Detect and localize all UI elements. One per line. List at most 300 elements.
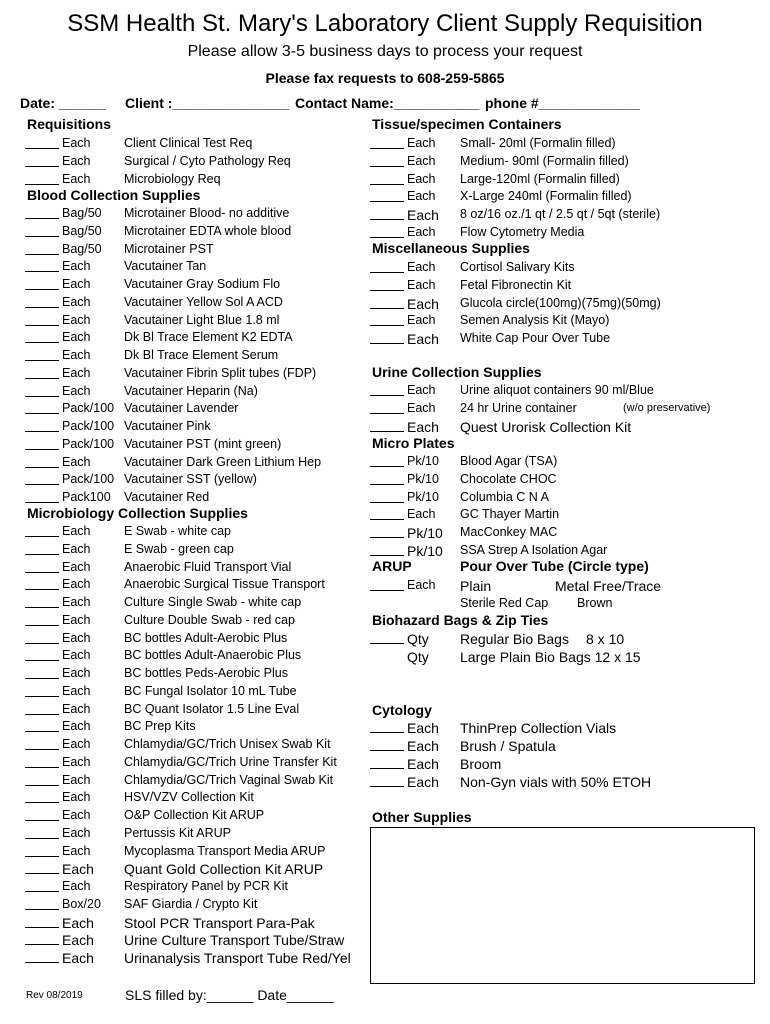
item-row-24-hr-urine-container[interactable] <box>370 401 715 418</box>
item-description: Stool PCR Transport Para-Pak <box>124 914 315 931</box>
item-description: Microbiology Req <box>124 171 221 186</box>
item-description: Large Plain Bio Bags 12 x 15 <box>460 649 641 665</box>
unit-label: Each <box>62 737 91 751</box>
qty-blank[interactable] <box>25 271 59 272</box>
item-description: Dk Bl Trace Element Serum <box>124 348 279 362</box>
item-row-bc-fungal-isolator-10-ml-tube[interactable] <box>25 684 370 701</box>
item-note: (w/o preservative) <box>623 401 711 414</box>
qty-blank[interactable] <box>25 342 59 343</box>
item-description: Small- 20ml (Formalin filled) <box>460 136 616 150</box>
item-description: BC Prep Kits <box>124 719 196 734</box>
unit-label: Each <box>62 879 91 893</box>
qty-blank[interactable] <box>25 891 59 892</box>
qty-blank[interactable] <box>25 802 59 803</box>
section-heading-miscellaneous-supplies: Miscellaneous Supplies <box>372 240 530 256</box>
unit-label: Each <box>62 454 91 469</box>
item-description: Chlamydia/GC/Trich Urine Transfer Kit <box>124 754 337 769</box>
item-description: Vacutainer Dark Green Lithium Hep <box>124 454 322 469</box>
item-row-thinprep-collection-vials[interactable] <box>370 720 715 737</box>
unit-label: Each <box>407 756 439 772</box>
qty-blank[interactable] <box>370 590 404 591</box>
qty-blank[interactable] <box>25 502 59 503</box>
unit-label: Each <box>62 719 91 734</box>
qty-blank[interactable] <box>25 838 59 839</box>
unit-label: Each <box>62 136 91 150</box>
item-description: 24 hr Urine container <box>460 400 577 415</box>
item-description: Regular Bio Bags <box>460 631 569 647</box>
item-row-bc-quant-isolator-1-5-line-eval[interactable] <box>25 702 370 719</box>
item-row-vacutainer-pst-mint-green[interactable] <box>25 437 370 454</box>
item-row-vacutainer-light-blue-1-8-ml[interactable] <box>25 313 370 330</box>
section-heading-micro-plates: Micro Plates <box>372 435 455 451</box>
pour-over-tube-heading: Pour Over Tube (Circle type) <box>460 558 649 574</box>
item-row-culture-double-swab-red-cap[interactable] <box>25 613 370 630</box>
unit-label: Pk/10 <box>407 525 443 541</box>
item-description: SAF Giardia / Crypto Kit <box>124 896 258 911</box>
qty-blank[interactable] <box>370 519 404 520</box>
item-row-vacutainer-lavender[interactable] <box>25 401 370 418</box>
qty-blank[interactable] <box>25 307 59 308</box>
item-description: Broom <box>460 756 502 772</box>
qty-blank[interactable] <box>25 184 59 185</box>
unit-label: Pack/100 <box>62 472 115 487</box>
item-row-vacutainer-heparin-na[interactable] <box>25 384 370 401</box>
qty-blank[interactable] <box>25 696 59 697</box>
qty-blank[interactable] <box>25 909 59 910</box>
item-row-vacutainer-yellow-sol-a-acd[interactable] <box>25 295 370 312</box>
qty-blank[interactable] <box>370 431 404 432</box>
unit-label: Pk/10 <box>407 471 439 486</box>
section-heading-urine-collection-supplies: Urine Collection Supplies <box>372 364 542 380</box>
qty-blank[interactable] <box>25 148 59 149</box>
qty-blank[interactable] <box>25 360 59 361</box>
qty-blank[interactable] <box>25 449 59 450</box>
unit-label: Each <box>62 365 91 380</box>
unit-label: Each <box>62 772 91 787</box>
item-row-glucola-circle-100mg-75mg-50mg[interactable] <box>370 296 715 313</box>
unit-label: Each <box>407 171 436 186</box>
section-heading-requisitions: Requisitions <box>27 116 112 132</box>
qty-blank[interactable] <box>25 944 59 945</box>
item-description: Semen Analysis Kit (Mayo) <box>460 313 610 328</box>
unit-label: Each <box>62 790 91 805</box>
unit-label: Each <box>407 578 436 592</box>
unit-label: Each <box>62 825 91 840</box>
item-row-pertussis-kit-arup[interactable] <box>25 826 370 843</box>
unit-label: Pack100 <box>62 490 111 504</box>
item-description: X-Large 240ml (Formalin filled) <box>460 189 632 204</box>
qty-blank[interactable] <box>25 962 59 963</box>
item-description: Non-Gyn vials with 50% ETOH <box>460 774 652 790</box>
item-description: Urine aliquot containers 90 ml/Blue <box>460 383 654 397</box>
qty-blank[interactable] <box>370 148 404 149</box>
item-description: Microtainer EDTA whole blood <box>124 223 292 238</box>
unit-label: Qty <box>407 649 429 665</box>
qty-blank[interactable] <box>25 589 59 590</box>
item-row-vacutainer-gray-sodium-flo[interactable] <box>25 277 370 294</box>
item-row-dk-bl-trace-element-serum[interactable] <box>25 348 370 365</box>
unit-label: Each <box>62 843 91 858</box>
unit-label: Bag/50 <box>62 223 102 238</box>
item-description: E Swab - white cap <box>124 524 231 538</box>
item-row-small-20ml-formalin-filled[interactable] <box>370 136 715 153</box>
item-row-bc-bottles-adult-aerobic-plus[interactable] <box>25 631 370 648</box>
unit-label: Each <box>62 277 91 291</box>
qty-blank[interactable] <box>370 484 404 485</box>
unit-label: Each <box>62 294 91 309</box>
item-description: 8 oz/16 oz./1 qt / 2.5 qt / 5qt (sterile) <box>460 207 661 221</box>
item-description: Client Clinical Test Req <box>124 136 253 150</box>
sterile-red-cap-option[interactable]: Sterile Red Cap <box>460 596 549 610</box>
item-row-o-p-collection-kit-arup[interactable] <box>25 808 370 825</box>
item-description: Large-120ml (Formalin filled) <box>460 171 620 186</box>
item-description: Surgical / Cyto Pathology Req <box>124 153 291 168</box>
qty-blank[interactable] <box>370 237 404 238</box>
qty-blank[interactable] <box>25 767 59 768</box>
qty-blank[interactable] <box>25 289 59 290</box>
phone-field[interactable]: phone #_____________ <box>485 95 640 111</box>
unit-label: Each <box>62 259 91 274</box>
unit-label: Pack/100 <box>62 436 115 451</box>
item-description: O&P Collection Kit ARUP <box>124 808 265 822</box>
qty-blank[interactable] <box>25 484 59 485</box>
qty-blank[interactable] <box>25 554 59 555</box>
item-description: White Cap Pour Over Tube <box>460 331 611 345</box>
unit-label: Each <box>62 383 91 398</box>
qty-blank[interactable] <box>25 607 59 608</box>
item-row-vacutainer-sst-yellow[interactable] <box>25 472 370 489</box>
item-description: BC Fungal Isolator 10 mL Tube <box>124 683 297 698</box>
item-description: Microtainer PST <box>124 241 214 256</box>
section-heading-blood-collection-supplies: Blood Collection Supplies <box>27 187 201 203</box>
qty-blank[interactable] <box>25 927 59 928</box>
unit-label: Each <box>407 738 439 754</box>
unit-label: Each <box>62 312 91 327</box>
unit-label: Each <box>62 559 91 574</box>
item-row-microtainer-blood-no-additive[interactable] <box>25 206 370 223</box>
qty-blank[interactable] <box>25 378 59 379</box>
item-description: ThinPrep Collection Vials <box>460 720 617 736</box>
item-row-saf-giardia-crypto-kit[interactable] <box>25 897 370 914</box>
unit-label: Qty <box>407 631 429 647</box>
item-row-urine-culture-transport-tube-straw[interactable] <box>25 932 370 949</box>
item-row-vacutainer-dark-green-lithium-hep[interactable] <box>25 455 370 472</box>
item-description: Dk Bl Trace Element K2 EDTA <box>124 330 293 345</box>
item-row-blood-agar-tsa[interactable] <box>370 454 715 471</box>
biohazard-heading: Biohazard Bags & Zip Ties <box>372 612 549 628</box>
item-row-anaerobic-fluid-transport-vial[interactable] <box>25 560 370 577</box>
other-supplies-heading: Other Supplies <box>372 809 472 825</box>
unit-label: Each <box>407 224 436 239</box>
unit-label: Each <box>62 153 91 168</box>
item-description: Brush / Spatula <box>460 738 556 754</box>
item-row-cortisol-salivary-kits[interactable] <box>370 260 715 277</box>
unit-label: Each <box>62 524 91 538</box>
unit-label: Each <box>407 400 436 415</box>
qty-blank[interactable] <box>25 218 59 219</box>
item-row-medium-90ml-formalin-filled[interactable] <box>370 154 715 171</box>
revision-label: Rev 08/2019 <box>26 990 83 1001</box>
metal-free-option[interactable]: Metal Free/Trace <box>555 578 662 594</box>
unit-label: Each <box>62 648 91 663</box>
unit-label: Each <box>407 189 436 204</box>
item-row-hsv-vzv-collection-kit[interactable] <box>25 790 370 807</box>
unit-label: Bag/50 <box>62 206 102 220</box>
item-description: Chlamydia/GC/Trich Vaginal Swab Kit <box>124 772 334 787</box>
item-row-bc-bottles-adult-anaerobic-plus[interactable] <box>25 648 370 665</box>
item-description: BC bottles Peds-Aerobic Plus <box>124 666 288 680</box>
item-row-e-swab-white-cap[interactable] <box>25 524 370 541</box>
cytology-heading: Cytology <box>372 702 432 718</box>
qty-blank[interactable] <box>25 660 59 661</box>
item-description: Vacutainer Fibrin Split tubes (FDP) <box>124 365 317 380</box>
item-row-microtainer-pst[interactable] <box>25 242 370 259</box>
item-row-quest-urorisk-collection-kit[interactable] <box>370 419 715 436</box>
item-row-microbiology-req[interactable] <box>25 172 370 189</box>
unit-label: Pk/10 <box>407 542 443 559</box>
item-description: E Swab - green cap <box>124 541 234 556</box>
item-row-columbia-c-n-a[interactable] <box>370 490 715 507</box>
qty-blank[interactable] <box>25 856 59 857</box>
qty-blank[interactable] <box>25 236 59 237</box>
qty-blank[interactable] <box>25 643 59 644</box>
qty-blank[interactable] <box>25 714 59 715</box>
qty-blank[interactable] <box>370 750 404 751</box>
unit-label: Pk/10 <box>407 489 439 504</box>
item-description: Columbia C N A <box>460 489 549 504</box>
item-description: BC Quant Isolator 1.5 Line Eval <box>124 701 300 716</box>
brown-option[interactable]: Brown <box>577 596 613 610</box>
unit-label: Pack/100 <box>62 401 115 416</box>
arup-sterile-row <box>370 596 760 613</box>
sls-filled-by[interactable]: SLS filled by:______ Date______ <box>125 987 334 1003</box>
item-row-x-large-240ml-formalin-filled[interactable] <box>370 189 715 206</box>
item-description: HSV/VZV Collection Kit <box>124 790 254 805</box>
qty-blank[interactable] <box>370 786 404 787</box>
item-description: Vacutainer Tan <box>124 259 207 274</box>
contact-name-field[interactable]: Contact Name:___________ <box>295 95 480 111</box>
item-description: BC bottles Adult-Anaerobic Plus <box>124 648 302 663</box>
qty-blank[interactable] <box>25 536 59 537</box>
item-row-culture-single-swab-white-cap[interactable] <box>25 595 370 612</box>
qty-blank[interactable] <box>370 555 404 556</box>
arup-heading: ARUP <box>372 558 412 574</box>
item-row-vacutainer-fibrin-split-tubes-fdp[interactable] <box>25 366 370 383</box>
unit-label: Each <box>407 260 436 274</box>
item-row-vacutainer-pink[interactable] <box>25 419 370 436</box>
qty-blank[interactable] <box>370 732 404 733</box>
qty-blank[interactable] <box>370 308 404 309</box>
unit-label: Each <box>62 666 91 680</box>
plain-option[interactable]: Plain <box>460 578 492 594</box>
item-row-client-clinical-test-req[interactable] <box>25 136 370 153</box>
unit-label: Each <box>62 630 91 645</box>
item-row-chlamydia-gc-trich-urine-transfer-kit[interactable] <box>25 755 370 772</box>
qty-blank[interactable] <box>370 343 404 344</box>
item-description: Chocolate CHOC <box>460 471 557 486</box>
unit-label: Each <box>407 774 439 790</box>
item-description: Vacutainer Yellow Sol A ACD <box>124 294 283 309</box>
qty-blank[interactable] <box>25 166 59 167</box>
item-description: Quest Urorisk Collection Kit <box>460 418 632 435</box>
item-row-surgical-cyto-pathology-req[interactable] <box>25 154 370 171</box>
unit-label: Each <box>62 541 91 556</box>
unit-label: Each <box>62 701 91 716</box>
item-row-anaerobic-surgical-tissue-transport[interactable] <box>25 577 370 594</box>
unit-label: Each <box>407 720 439 736</box>
unit-label: Each <box>407 207 439 223</box>
qty-blank[interactable] <box>370 502 404 503</box>
item-row-stool-pcr-transport-para-pak[interactable] <box>25 915 370 932</box>
item-row-dk-bl-trace-element-k2-edta[interactable] <box>25 330 370 347</box>
item-row-e-swab-green-cap[interactable] <box>25 542 370 559</box>
item-row-white-cap-pour-over-tube[interactable] <box>370 331 715 348</box>
qty-blank[interactable] <box>370 395 404 396</box>
item-description: Pertussis Kit ARUP <box>124 825 231 840</box>
item-description: Blood Agar (TSA) <box>460 454 558 468</box>
item-description: GC Thayer Martin <box>460 507 560 522</box>
item-row-vacutainer-tan[interactable] <box>25 259 370 276</box>
qty-blank[interactable] <box>370 466 404 467</box>
item-description: Vacutainer SST (yellow) <box>124 472 257 487</box>
item-description: Urinanalysis Transport Tube Red/Yel <box>124 950 351 966</box>
unit-label: Each <box>407 331 439 347</box>
item-description: Urine Culture Transport Tube/Straw <box>124 932 345 949</box>
qty-blank[interactable] <box>25 785 59 786</box>
unit-label: Pack/100 <box>62 419 115 433</box>
item-description: Anaerobic Surgical Tissue Transport <box>124 577 325 592</box>
item-description: Vacutainer Red <box>124 490 210 504</box>
item-description: SSA Strep A Isolation Agar <box>460 542 608 557</box>
item-row-brush-spatula[interactable] <box>370 738 715 755</box>
qty-blank[interactable] <box>25 413 59 414</box>
other-supplies-box[interactable] <box>370 827 755 984</box>
qty-blank[interactable] <box>370 643 404 644</box>
item-row-microtainer-edta-whole-blood[interactable] <box>25 224 370 241</box>
item-description: Mycoplasma Transport Media ARUP <box>124 843 326 858</box>
item-description: Vacutainer Gray Sodium Flo <box>124 277 281 291</box>
unit-label: Each <box>62 330 91 345</box>
unit-label: Each <box>62 683 91 698</box>
qty-blank[interactable] <box>25 325 59 326</box>
qty-blank[interactable] <box>370 272 404 273</box>
unit-label: Each <box>62 171 91 186</box>
item-row-chlamydia-gc-trich-vaginal-swab-kit[interactable] <box>25 773 370 790</box>
unit-label: Each <box>407 313 436 328</box>
item-description: BC bottles Adult-Aerobic Plus <box>124 630 288 645</box>
item-description: Chlamydia/GC/Trich Unisex Swab Kit <box>124 737 331 751</box>
item-description: Vacutainer Lavender <box>124 401 239 416</box>
fax-instruction: Please fax requests to 608-259-5865 <box>265 70 505 86</box>
qty-blank[interactable] <box>25 572 59 573</box>
form-title: SSM Health St. Mary's Laboratory Client Supply Requisition <box>67 10 703 37</box>
item-description: Fetal Fibronectin Kit <box>460 277 572 292</box>
qty-blank[interactable] <box>370 290 404 291</box>
unit-label: Bag/50 <box>62 241 102 256</box>
qty-blank[interactable] <box>25 467 59 468</box>
qty-blank[interactable] <box>370 768 404 769</box>
item-description: Culture Double Swab - red cap <box>124 612 295 627</box>
arup-pour-over-row[interactable] <box>370 578 760 595</box>
qty-blank[interactable] <box>370 201 404 202</box>
item-row-chocolate-choc[interactable] <box>370 472 715 489</box>
item-row-fetal-fibronectin-kit[interactable] <box>370 278 715 295</box>
unit-label: Each <box>407 136 436 150</box>
item-row-respiratory-panel-by-pcr-kit[interactable] <box>25 879 370 896</box>
item-row-urinanalysis-transport-tube-red-yel[interactable] <box>25 950 370 967</box>
item-row-large-120ml-formalin-filled[interactable] <box>370 172 715 189</box>
qty-blank[interactable] <box>370 413 404 414</box>
item-description: Flow Cytometry Media <box>460 224 585 239</box>
item-row-mycoplasma-transport-media-arup[interactable] <box>25 844 370 861</box>
item-row-gc-thayer-martin[interactable] <box>370 507 715 524</box>
item-row-macconkey-mac[interactable] <box>370 525 715 542</box>
large-bio-bags-row[interactable] <box>370 649 760 666</box>
qty-blank[interactable] <box>25 873 59 874</box>
item-description: Vacutainer Light Blue 1.8 ml <box>124 312 280 327</box>
qty-blank[interactable] <box>25 731 59 732</box>
unit-label: Pk/10 <box>407 454 439 468</box>
unit-label: Each <box>62 861 94 878</box>
date-field[interactable]: Date: ______ <box>20 95 106 111</box>
qty-blank[interactable] <box>370 166 404 167</box>
qty-blank[interactable] <box>25 625 59 626</box>
unit-label: Each <box>407 418 439 435</box>
qty-blank[interactable] <box>370 537 404 538</box>
qty-blank[interactable] <box>370 325 404 326</box>
qty-blank[interactable] <box>25 254 59 255</box>
item-description: Respiratory Panel by PCR Kit <box>124 879 288 893</box>
qty-blank[interactable] <box>370 184 404 185</box>
client-field[interactable]: Client :_______________ <box>125 95 290 111</box>
qty-blank[interactable] <box>370 219 404 220</box>
item-row-bc-bottles-peds-aerobic-plus[interactable] <box>25 666 370 683</box>
unit-label: Each <box>62 754 91 769</box>
item-description: Culture Single Swab - white cap <box>124 595 302 609</box>
item-description: Anaerobic Fluid Transport Vial <box>124 559 292 574</box>
item-description: Cortisol Salivary Kits <box>460 260 575 274</box>
item-description: Vacutainer PST (mint green) <box>124 436 282 451</box>
item-row-broom[interactable] <box>370 756 715 773</box>
item-row-chlamydia-gc-trich-unisex-swab-kit[interactable] <box>25 737 370 754</box>
unit-label: Each <box>62 950 94 966</box>
unit-label: Each <box>62 808 91 822</box>
qty-blank[interactable] <box>25 749 59 750</box>
unit-label: Box/20 <box>62 896 101 911</box>
unit-label: Each <box>62 595 91 609</box>
item-row-8-oz-16-oz-1-qt-2-5-qt-5qt-sterile[interactable] <box>370 207 715 224</box>
unit-label: Each <box>407 383 436 397</box>
regular-bio-bags-row[interactable] <box>370 631 760 648</box>
unit-label: Each <box>407 153 436 168</box>
qty-blank[interactable] <box>25 820 59 821</box>
qty-blank[interactable] <box>25 431 59 432</box>
item-row-quant-gold-collection-kit-arup[interactable] <box>25 861 370 878</box>
qty-blank[interactable] <box>25 396 59 397</box>
item-row-non-gyn-vials-with-50-etoh[interactable] <box>370 774 715 791</box>
item-row-bc-prep-kits[interactable] <box>25 719 370 736</box>
item-row-semen-analysis-kit-mayo[interactable] <box>370 313 715 330</box>
unit-label: Each <box>62 914 94 931</box>
item-description: Quant Gold Collection Kit ARUP <box>124 861 324 878</box>
qty-blank[interactable] <box>25 678 59 679</box>
section-heading-tissue-specimen-containers: Tissue/specimen Containers <box>372 116 562 132</box>
unit-label: Each <box>407 277 436 292</box>
item-description: Microtainer Blood- no additive <box>124 206 290 220</box>
unit-label: Each <box>62 612 91 627</box>
item-description: Medium- 90ml (Formalin filled) <box>460 153 629 168</box>
item-row-urine-aliquot-containers-90-ml-blue[interactable] <box>370 383 715 400</box>
